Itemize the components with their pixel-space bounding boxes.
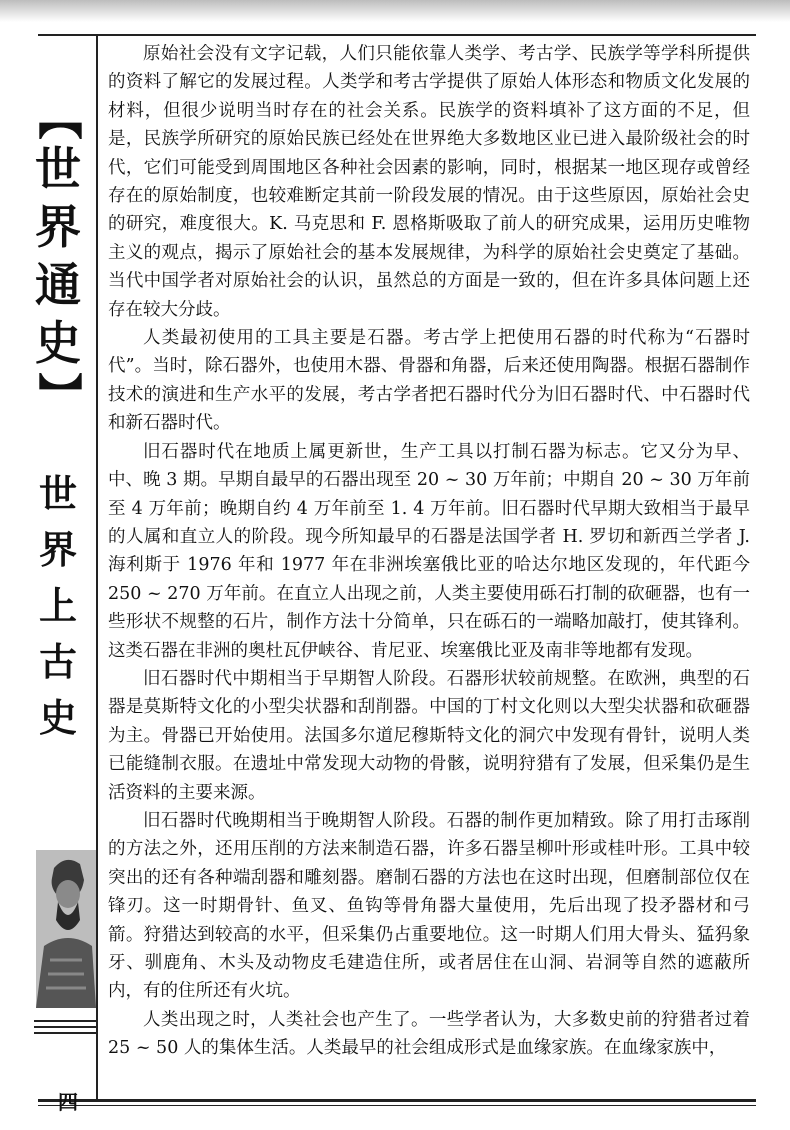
sidebar-rules [34, 1020, 96, 1038]
top-rule [38, 34, 756, 36]
paragraph: 人类出现之时，人类社会也产生了。一些学者认为，大多数史前的狩猎者过着 25 ~ 50 人的集体生活。人类最早的社会组成形式是血缘家族。在血缘家族中， [108, 1009, 750, 1059]
book-title-char: 世 [35, 142, 81, 196]
page-top-shadow [0, 0, 790, 22]
paragraph: 旧石器时代晚期相当于晚期智人阶段。石器的制作更加精致。除了用打击琢削的方法之外，还用压削的方法来制造石器，许多石器呈柳叶形或桂叶形。工具中较突出的还有各种端刮器和雕刻器。磨制石器的方法也在这时出现，但磨制部位仅在锋刃。这一时期骨针、鱼叉、鱼钩等骨角器大量使用，先后出现了投矛器材和弓箭。狩猎达到较高的水平，但采集仍占重要地位。这一时期人们用大骨头、猛犸象牙、驯鹿角、木头及动物皮毛建造住所，或者居住在山洞、岩洞等自然的遮蔽所内，有的住所还有火坑。 [108, 810, 750, 1002]
main-text [108, 40, 750, 1063]
bottom-rule-thin [38, 1105, 756, 1106]
book-title-char: 通 [35, 258, 81, 312]
sidebar [20, 36, 96, 1114]
page-number: 四 [58, 1090, 78, 1114]
book-title-char: 界 [35, 200, 81, 254]
sub-title-char: 史 [38, 696, 77, 740]
bottom-rule-thick [38, 1099, 756, 1102]
book-title [30, 96, 86, 416]
ancient-warrior-portrait-icon [36, 850, 96, 1008]
paragraph: 旧石器时代中期相当于早期智人阶段。石器形状较前规整。在欧洲，典型的石器是莫斯特文化的小型尖状器和刮削器。中国的丁村文化则以大型尖状器和砍砸器为主。骨器已开始使用。法国多尔道尼穆斯特文化的洞穴中发现有骨针，说明人类已能缝制衣服。在遗址中常发现大动物的骨骸，说明狩猎有了发展，但采集仍是生活资料的主要来源。 [108, 668, 750, 803]
paragraph: 旧石器时代在地质上属更新世，生产工具以打制石器为标志。它又分为早、中、晚 3 期。早期自最早的石器出现至 20 ~ 30 万年前；中期自 20 ~ 30 万年前至 4 万年前；晚期自约 4 万年前至 1. 4 万年前。旧石器时代早期大致相当于最早的人属和直立人的阶段。现今所知最早的石器是法国学者 H. 罗切和新西兰学者 J. 海利斯于 1976 年和 1977 年在非洲埃塞俄比亚的哈达尔地区发现的，年代距今 250 ~ 270 万年前。在直立人出现之前，人类主要使用砾石打制的砍砸器，也有一些形状不规整的石片，制作方法十分简单，只在砾石的一端略加敲打，使其锋利。这类石器在非洲的奥杜瓦伊峡谷、肯尼亚、埃塞俄比亚及南非等地都有发现。 [108, 441, 750, 661]
sub-title-char: 世 [38, 472, 77, 516]
column-divider [96, 34, 98, 1100]
paragraph: 原始社会没有文字记载，人们只能依靠人类学、考古学、民族学等学科所提供的资料了解它的发展过程。人类学和考古学提供了原始人体形态和物质文化发展的材料，但很少说明当时存在的社会关系。民族学的资料填补了这方面的不足，但是，民族学所研究的原始民族已经处在世界绝大多数地区业已进入最阶级社会的时代，它们可能受到周围地区各种社会因素的影响，同时，根据某一地区现存或曾经存在的原始制度，也较难断定其前一阶段发展的情况。由于这些原因，原始社会史的研究，难度很大。K. 马克思和 F. 恩格斯吸取了前人的研究成果，运用历史唯物主义的观点，揭示了原始社会的基本发展规律，为科学的原始社会史奠定了基础。当代中国学者对原始社会的认识，虽然总的方面是一致的，但在许多具体问题上还存在较大分歧。 [108, 44, 750, 320]
book-title-char: 史 [35, 316, 81, 370]
paragraph: 人类最初使用的工具主要是石器。考古学上把使用石器的时代称为“石器时代”。当时，除石器外，也使用木器、骨器和角器，后来还使用陶器。根据石器制作技术的演进和生产水平的发展，考古学者把石器时代分为旧石器时代、中石器时代和新石器时代。 [108, 328, 750, 434]
sub-title-char: 上 [38, 584, 77, 628]
sub-title-char: 界 [38, 528, 77, 572]
bracket-open-icon: 【 [33, 96, 84, 140]
sub-title-char: 古 [38, 640, 77, 684]
sub-title [30, 466, 86, 746]
bracket-close-icon: 】 [33, 372, 84, 416]
